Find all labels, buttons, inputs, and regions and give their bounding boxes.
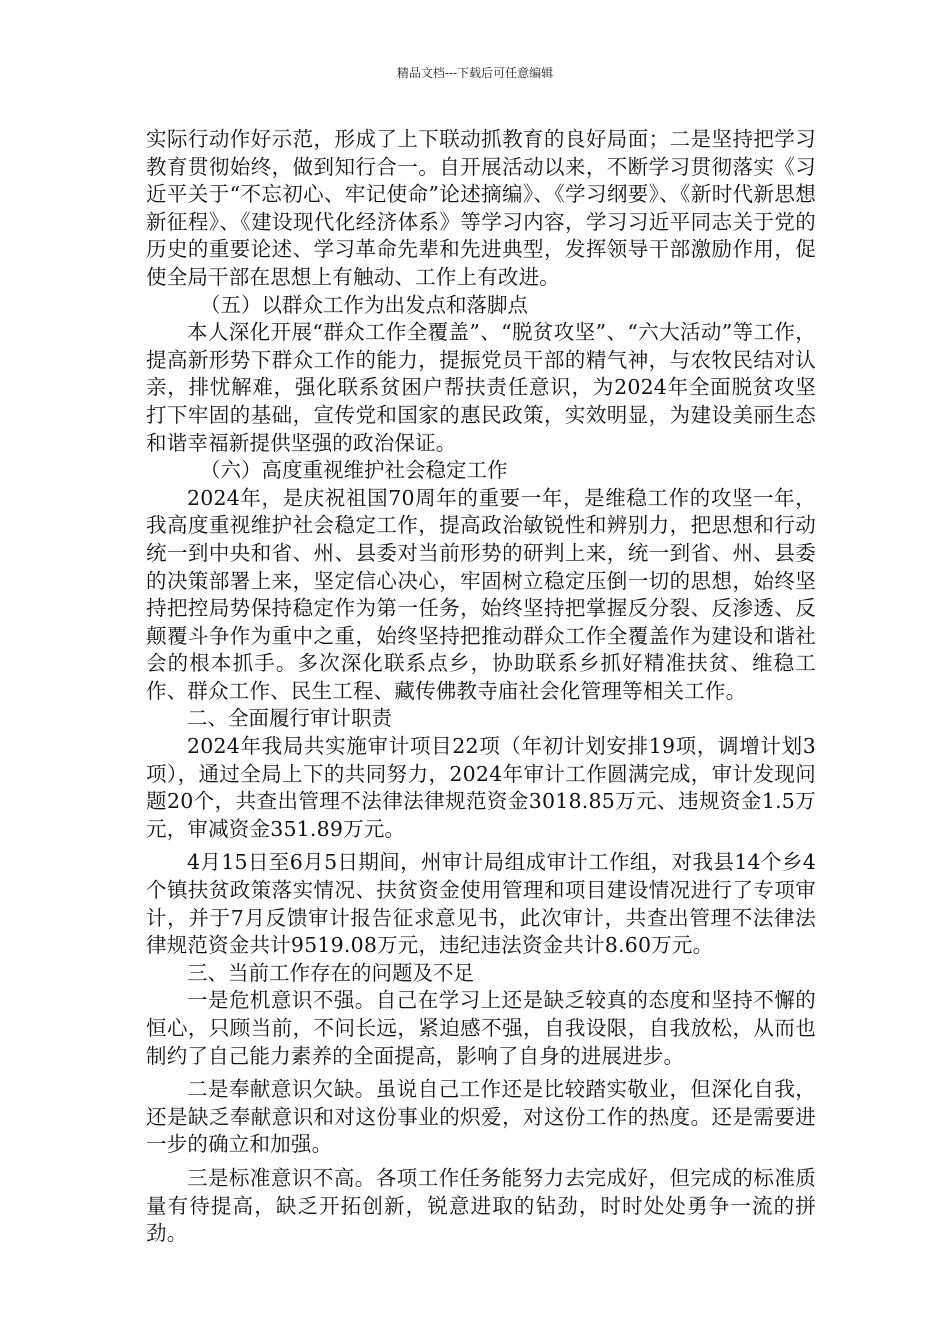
section-heading-problems: 三、当前工作存在的问题及不足 [187,960,474,985]
paragraph-special-audit: 4月15日至6月5日期间，州审计局组成审计工作组，对我县14个乡4个镇扶贫政策落实情况、扶贫资金使用管理和项目建设情况进行了专项审计，并于7月反馈审计报告征求意见书，此次审计，共查出管理不法律法律规范资金共计9519.08万元，违纪违法资金共计8.60万元。 [146,850,816,958]
paragraph-problem-3: 三是标准意识不高。各项工作任务能努力去完成好，但完成的标准质量有待提高，缺乏开拓创新，锐意进取的钻劲，时时处处勇争一流的拼劲。 [146,1165,816,1246]
section-heading-audit: 二、全面履行审计职责 [187,706,392,731]
paragraph-continuation: 实际行动作好示范，形成了上下联动抓教育的良好局面；二是坚持把学习教育贯彻始终，做到知行合一。自开展活动以来，不断学习贯彻落实《习近平关于“不忘初心、牢记使命”论述摘编》、《学习纲要》、《新时代新思想新征程》、《建设现代化经济体系》等学习内容，学习习近平同志关于党的历史的重要论述、学习革命先辈和先进典型，发挥领导干部激励作用，促使全局干部在思想上有触动、工作上有改进。 [146,127,816,289]
paragraph-problem-1: 一是危机意识不强。自己在学习上还是缺乏较真的态度和坚持不懈的恒心，只顾当前，不问长远，紧迫感不强，自我设限，自我放松，从而也制约了自己能力素养的全面提高，影响了自身的进展进步。 [146,988,816,1068]
section-heading-5: （五）以群众工作为出发点和落脚点 [200,292,528,317]
paragraph-stability: 2024年，是庆祝祖国70周年的重要一年，是维稳工作的攻坚一年，我高度重视维护社会稳定工作，提高政治敏锐性和辨别力，把思想和行动统一到中央和省、州、县委对当前形势的研判上来，统一到省、州、县委的决策部署上来，坚定信心决心，牢固树立稳定压倒一切的思想，始终坚持把控局势保持稳定作为第一任务，始终坚持把掌握反分裂、反渗透、反颠覆斗争作为重中之重，始终坚持把推动群众工作全覆盖作为建设和谐社会的根本抓手。多次深化联系点乡，协助联系乡抓好精准扶贫、维稳工作、群众工作、民生工程、藏传佛教寺庙社会化管理等相关工作。 [146,485,816,703]
paragraph-mass-work: 本人深化开展“群众工作全覆盖”、“脱贫攻坚”、“六大活动”等工作，提高新形势下群众工作的能力，提振党员干部的精气神，与农牧民结对认亲，排忧解难，强化联系贫困户帮扶责任意识，为2024年全面脱贫攻坚打下牢固的基础，宣传党和国家的惠民政策，实效明显，为建设美丽生态和谐幸福新提供坚强的政治保证。 [146,320,816,455]
paragraph-problem-2: 二是奉献意识欠缺。虽说自己工作还是比较踏实敬业，但深化自我，还是缺乏奉献意识和对这份事业的炽爱，对这份工作的热度。还是需要进一步的确立和加强。 [146,1077,816,1157]
section-heading-6: （六）高度重视维护社会稳定工作 [200,458,508,483]
paragraph-audit-projects: 2024年我局共实施审计项目22项（年初计划安排19项，调增计划3项），通过全局上下的共同努力，2024年审计工作圆满完成，审计发现问题20个，共查出管理不法律法律规范资金3018.85万元、违规资金1.5万元，审减资金351.89万元。 [146,734,816,841]
document-body [146,126,816,1248]
page-header: 精品文档---下载后可任意编辑 [396,66,554,80]
